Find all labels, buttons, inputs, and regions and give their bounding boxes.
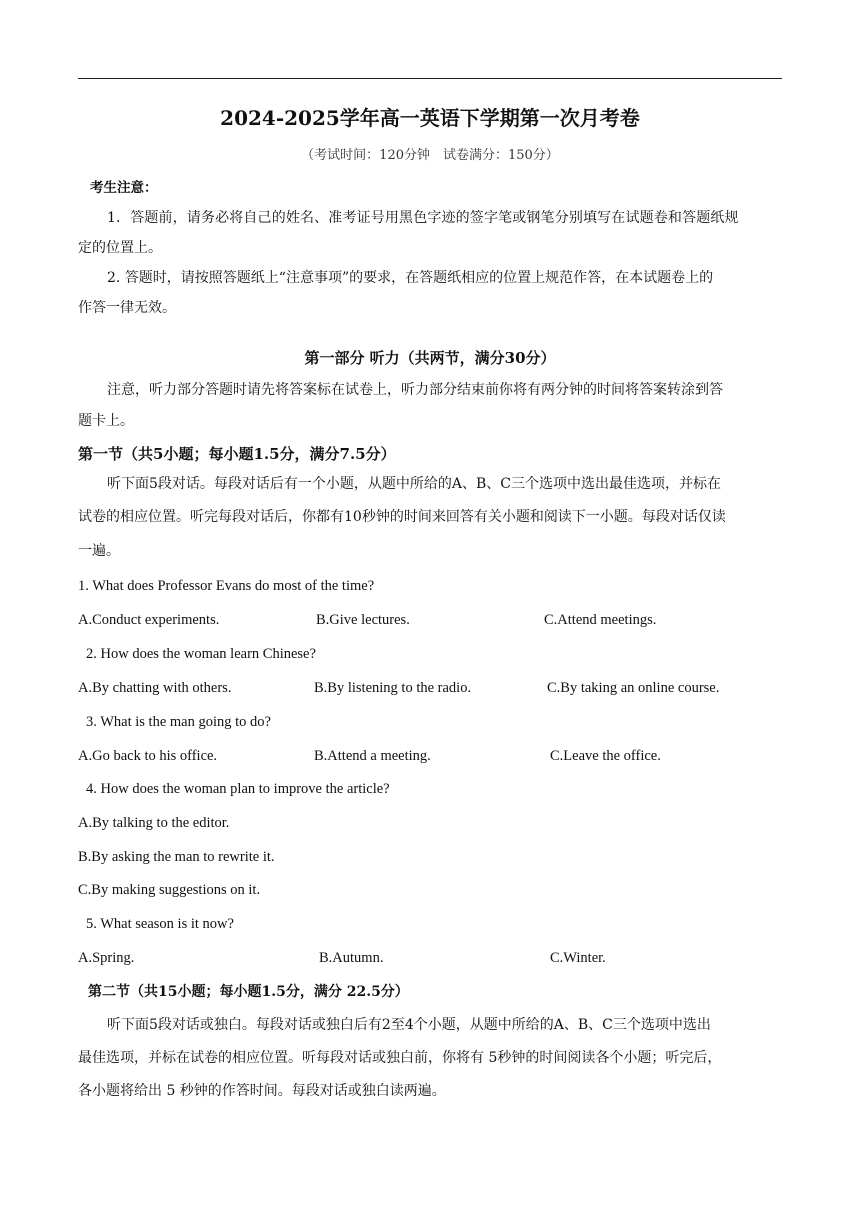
question-option: C.By taking an online course. <box>547 680 720 696</box>
notice-item1-line1: 1．答题前，请务必将自己的姓名、准考证号用黑色字迹的签字笔或钢笔分别填写在试题卷和答题纸规 <box>107 210 739 226</box>
question-option: B.By listening to the radio. <box>314 680 472 696</box>
notice-item2-line2: 作答一律无效。 <box>78 300 176 316</box>
question-stem: 2. How does the woman learn Chinese? <box>86 646 316 662</box>
section1-intro-line1: 听下面5段对话。每段对话后有一个小题，从题中所给的A、B、C三个选项中选出最佳选项，并标在 <box>107 476 722 492</box>
section2-intro-line2: 最佳选项，并标在试卷的相应位置。听每段对话或独白前，你将有 5秒钟的时间阅读各个小题；听完后， <box>78 1050 722 1066</box>
question-stem: 3. What is the man going to do? <box>86 714 271 730</box>
section2-heading: 第二节（共15小题；每小题1.5分，满分 22.5分） <box>88 984 409 1000</box>
question-stem: 1. What does Professor Evans do most of the time? <box>78 578 375 594</box>
question-option: A.Go back to his office. <box>78 748 218 764</box>
question-option: A.By chatting with others. <box>78 680 232 696</box>
question-option: B.By asking the man to rewrite it. <box>78 849 275 865</box>
notice-item1-line2: 定的位置上。 <box>78 240 162 256</box>
question-option: B.Autumn. <box>319 950 384 966</box>
notice-heading: 考生注意： <box>90 180 158 196</box>
exam-subtitle: （考试时间：120分钟 试卷满分：150分） <box>301 148 559 163</box>
question-stem: 5. What season is it now? <box>86 916 234 932</box>
part1-intro-line1: 注意，听力部分答题时请先将答案标在试卷上，听力部分结束前你将有两分钟的时间将答案转涂到答 <box>107 382 723 398</box>
part1-intro-line2: 题卡上。 <box>78 413 134 429</box>
section1-intro-line2: 试卷的相应位置。听完每段对话后，你都有10秒钟的时间来回答有关小题和阅读下一小题。每段对话仅读 <box>78 509 726 525</box>
question-option: C.Winter. <box>550 950 606 966</box>
question-option: B.Give lectures. <box>316 612 410 628</box>
question-stem: 4. How does the woman plan to improve the article? <box>86 781 390 797</box>
question-option: C.Leave the office. <box>550 748 661 764</box>
part1-heading: 第一部分 听力（共两节，满分30分） <box>304 349 556 367</box>
question-option: A.By talking to the editor. <box>78 815 230 831</box>
question-option: B.Attend a meeting. <box>314 748 431 764</box>
section2-intro-line1: 听下面5段对话或独白。每段对话或独白后有2至4个小题，从题中所给的A、B、C三个选项中选出 <box>107 1017 711 1033</box>
exam-title: 2024-2025学年高一英语下学期第一次月考卷 <box>220 106 640 130</box>
section1-heading: 第一节（共5小题；每小题1.5分，满分7.5分） <box>78 445 396 463</box>
question-option: C.Attend meetings. <box>544 612 657 628</box>
question-option: A.Spring. <box>78 950 135 966</box>
notice-item2-line1: 2. 答题时，请按照答题纸上“注意事项”的要求，在答题纸相应的位置上规范作答，在本试题卷上的 <box>107 270 714 286</box>
question-option: C.By making suggestions on it. <box>78 882 261 898</box>
question-option: A.Conduct experiments. <box>78 612 220 628</box>
section2-intro-line3: 各小题将给出 5 秒钟的作答时间。每段对话或独白读两遍。 <box>78 1083 446 1099</box>
header-rule <box>78 78 782 79</box>
section1-intro-line3: 一遍。 <box>78 543 120 559</box>
